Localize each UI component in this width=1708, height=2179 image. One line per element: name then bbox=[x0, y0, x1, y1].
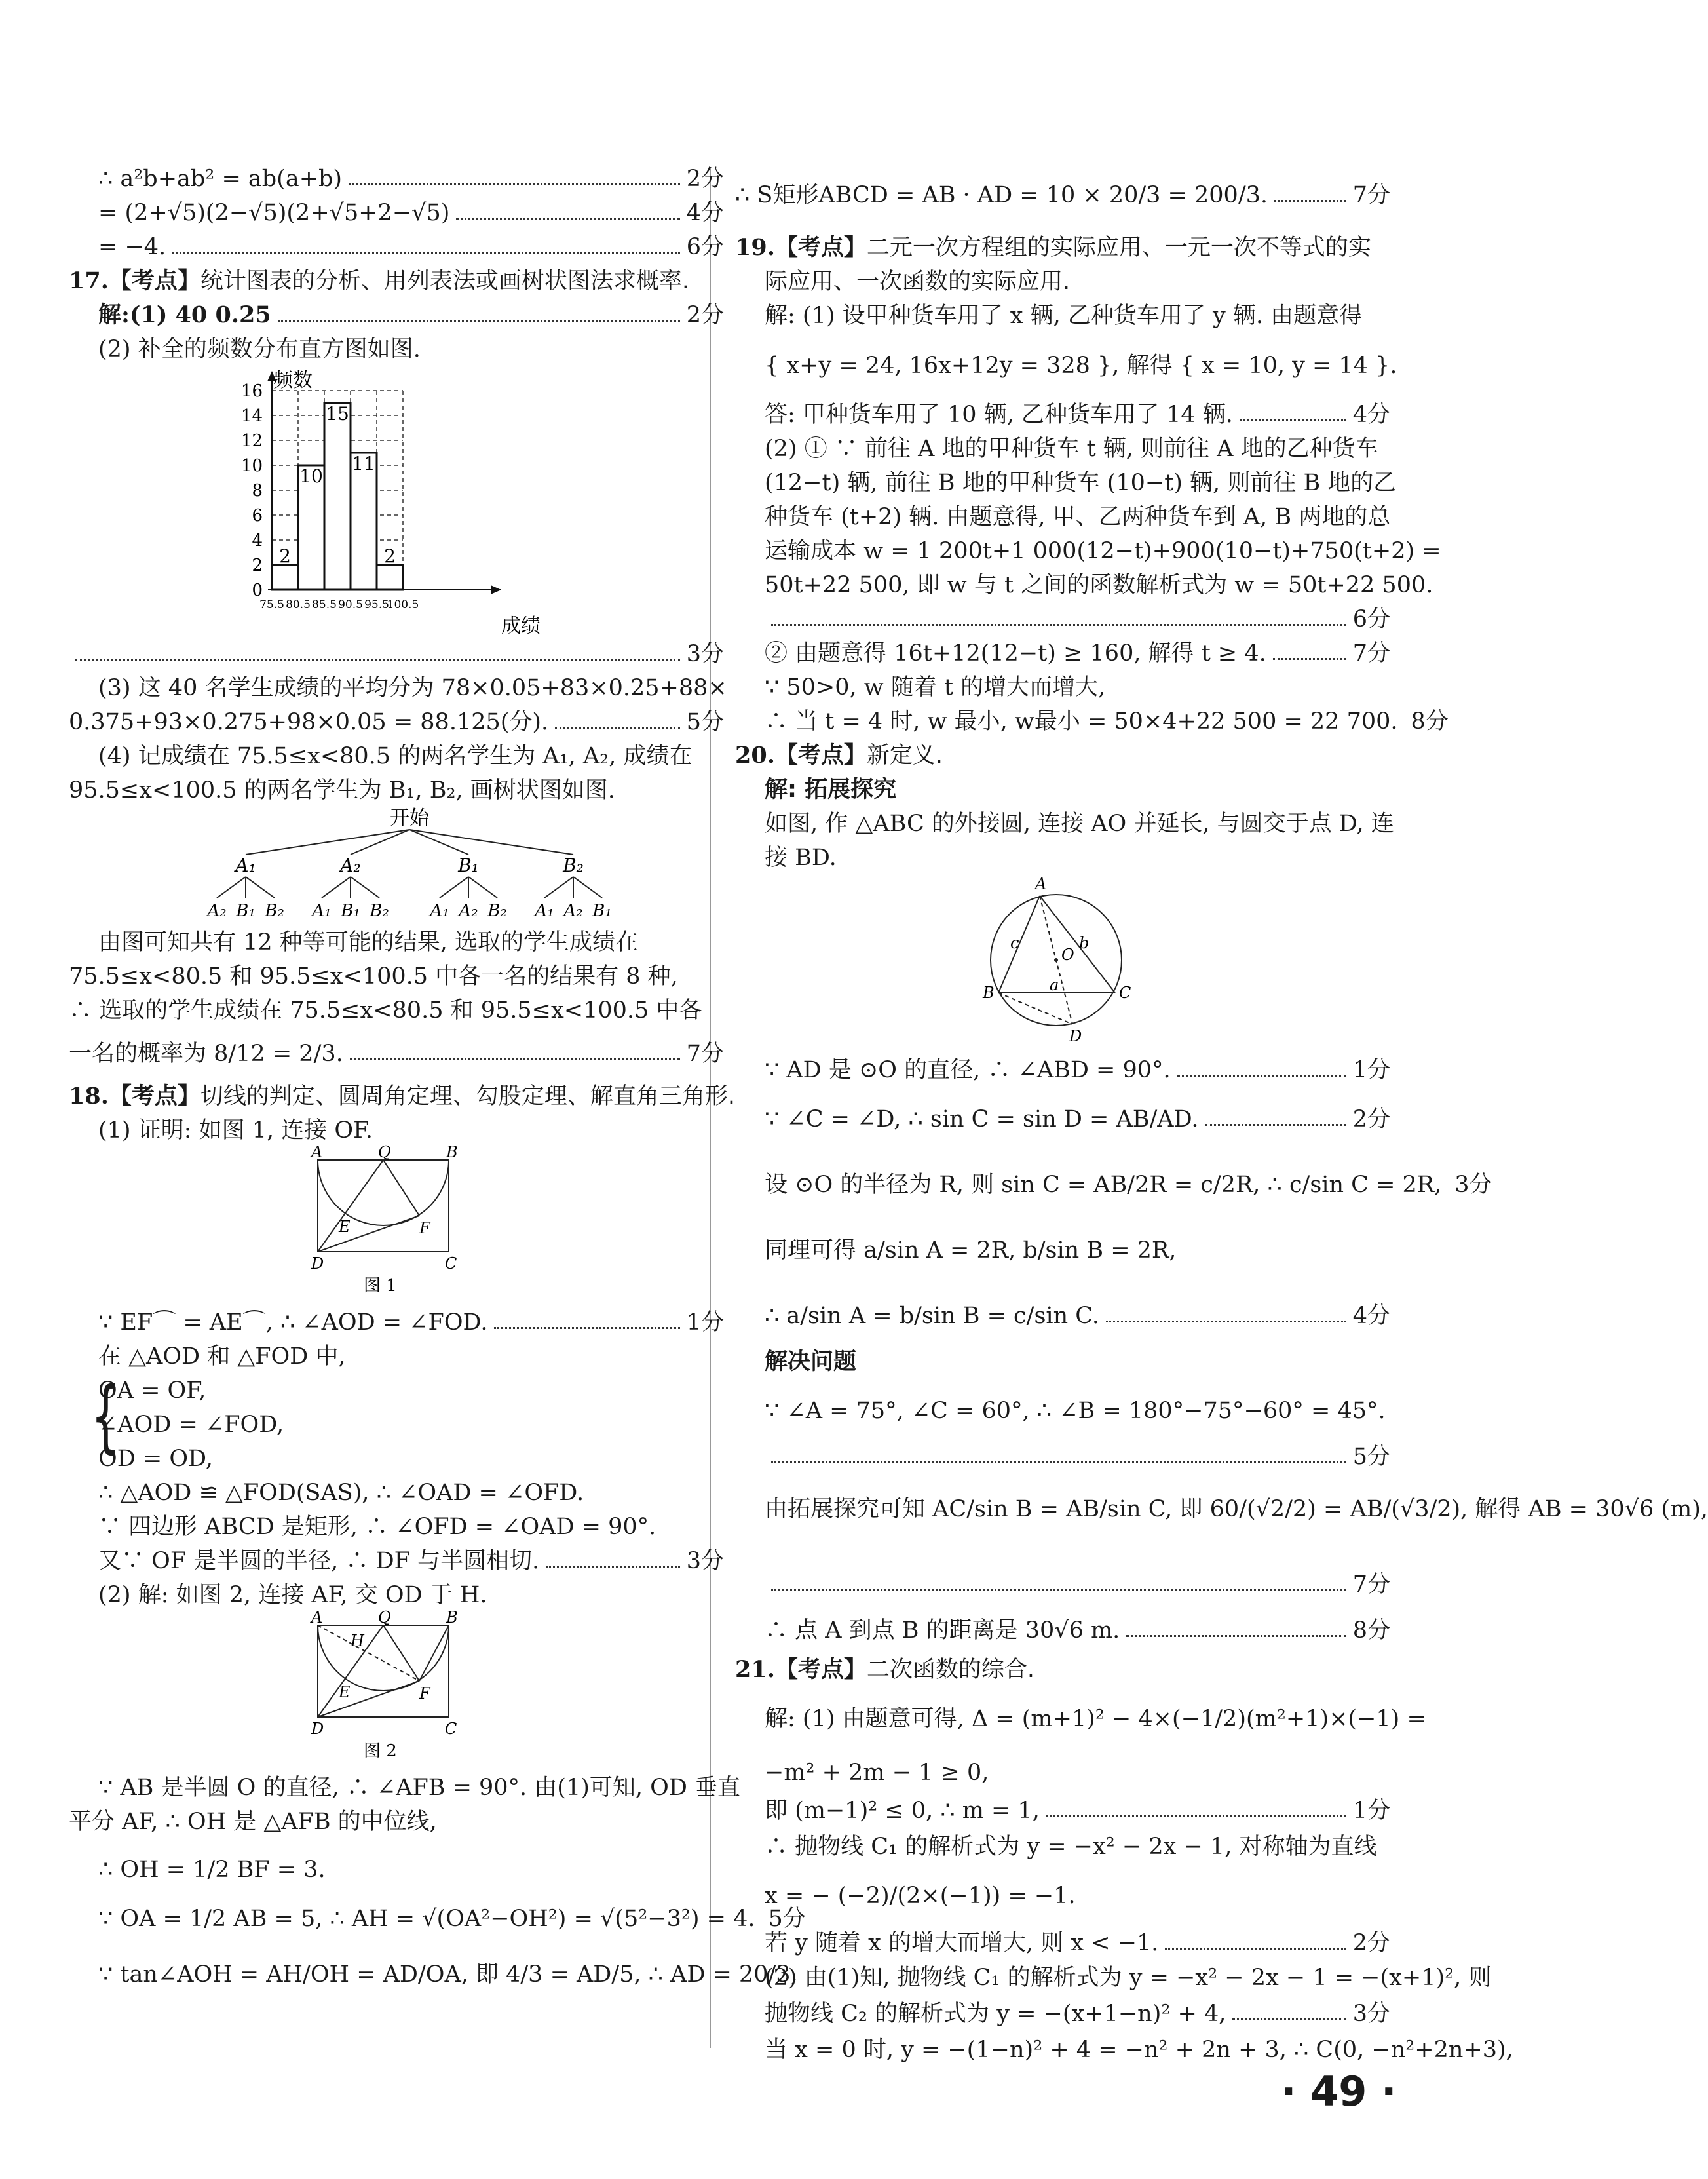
line: ∴ 当 t = 4 时, w 最小, w最小 = 50×4+22 500 = 22 700. 8分 bbox=[735, 706, 1390, 737]
tree-branch bbox=[468, 877, 497, 898]
line: { x+y = 24, 16x+12y = 328 }, 解得 { x = 10, y = 14 }. bbox=[765, 353, 1397, 379]
line: 0.375+93×0.275+98×0.05 = 88.125(分). 5分 bbox=[69, 707, 724, 737]
line: 75.5≤x<80.5 和 95.5≤x<100.5 中各一名的结果有 8 种, bbox=[69, 963, 678, 990]
geometry-figure-2 bbox=[311, 1608, 468, 1769]
line: 解:(1) 40 0.25 2分 bbox=[69, 300, 724, 330]
bar-value-label: 2 bbox=[279, 545, 291, 567]
line: 由图可知共有 12 种等可能的结果, 选取的学生成绩在 bbox=[98, 929, 639, 955]
svg-text:F: F bbox=[419, 1684, 430, 1703]
line: (2) ① ∵ 前往 A 地的甲种货车 t 辆, 则前往 A 地的乙种货车 bbox=[765, 436, 1378, 462]
line: ∴ a/sin A = b/sin B = c/sin C. 4分 bbox=[735, 1301, 1390, 1331]
line: (2) 解: 如图 2, 连接 AF, 交 OD 于 H. bbox=[98, 1582, 487, 1608]
line: 解: (1) 由题意可得, Δ = (m+1)² − 4×(−1/2)(m²+1)×(−1) = bbox=[765, 1706, 1426, 1732]
circumcircle-figure bbox=[977, 875, 1141, 1045]
score: 1分 bbox=[1352, 1798, 1390, 1824]
line: ∴ OH = 1/2 BF = 3. bbox=[98, 1857, 326, 1883]
score: 5分 bbox=[686, 709, 724, 735]
y-tick-label: 4 bbox=[252, 531, 263, 550]
svg-text:c: c bbox=[1010, 934, 1019, 952]
tree-branch bbox=[217, 877, 246, 898]
line: ∵ OA = 1/2 AB = 5, ∴ AH = √(OA²−OH²) = √(5²−3²) = 4. 5分 bbox=[69, 1904, 724, 1934]
line: (4) 记成绩在 75.5≤x<80.5 的两名学生为 A₁, A₂, 成绩在 bbox=[98, 743, 693, 769]
line: ∵ AD 是 ⊙O 的直径, ∴ ∠ABD = 90°. 1分 bbox=[735, 1055, 1390, 1085]
y-tick-label: 6 bbox=[252, 506, 263, 526]
line: 运输成本 w = 1 200t+1 000(12−t)+900(10−t)+750(t+2) = bbox=[765, 538, 1441, 564]
tree-node-level2: B₂ bbox=[487, 901, 507, 921]
y-tick-label: 12 bbox=[240, 431, 263, 451]
tree-labels bbox=[206, 807, 611, 921]
score: 7分 bbox=[1352, 1572, 1390, 1598]
tree-node-level2: B₂ bbox=[265, 901, 284, 921]
score: 2分 bbox=[1352, 1930, 1390, 1956]
tree-node-level1: B₁ bbox=[458, 855, 479, 876]
svg-text:C: C bbox=[445, 1254, 457, 1273]
line: 95.5≤x<100.5 的两名学生为 B₁, B₂, 画树状图如图. bbox=[69, 777, 615, 803]
y-tick-label: 16 bbox=[240, 381, 263, 401]
score: 1分 bbox=[1352, 1057, 1390, 1083]
line: 种货车 (t+2) 辆. 由题意得, 甲、乙两种货车到 A, B 两地的总 bbox=[765, 504, 1391, 530]
svg-text:A: A bbox=[311, 1608, 323, 1627]
score: 5分 bbox=[768, 1906, 806, 1932]
score: 3分 bbox=[686, 1548, 724, 1574]
svg-text:C: C bbox=[445, 1720, 457, 1738]
line: 抛物线 C₂ 的解析式为 y = −(x+1−n)² + 4, 3分 bbox=[735, 1999, 1390, 2029]
line: (2) 由(1)知, 抛物线 C₁ 的解析式为 y = −x² − 2x − 1 = −(x+1)², 则 bbox=[765, 1965, 1492, 1991]
line: ∵ ∠C = ∠D, ∴ sin C = sin D = AB/AD. 2分 bbox=[735, 1104, 1390, 1134]
question-19-header: 19.【考点】二元一次方程组的实际应用、一元一次不等式的实 bbox=[735, 234, 1371, 261]
svg-text:B: B bbox=[446, 1608, 458, 1627]
score: 3分 bbox=[1352, 2001, 1390, 2027]
score: 6分 bbox=[1352, 606, 1390, 632]
line: 一名的概率为 8/12 = 2/3. 7分 bbox=[69, 1039, 724, 1069]
line: 际应用、一次函数的实际应用. bbox=[765, 269, 1071, 295]
score: 5分 bbox=[1352, 1444, 1390, 1470]
histogram-bar bbox=[377, 565, 403, 590]
svg-text:B: B bbox=[446, 1143, 458, 1161]
svg-text:Q: Q bbox=[378, 1143, 391, 1161]
x-tick-label: 95.5 bbox=[364, 598, 389, 611]
tree-branch bbox=[409, 830, 573, 855]
score: 1分 bbox=[686, 1309, 724, 1336]
svg-text:A: A bbox=[1035, 875, 1047, 893]
tree-node-level2: A₁ bbox=[312, 901, 332, 921]
tree-branch bbox=[440, 877, 468, 898]
score: 2分 bbox=[686, 302, 724, 328]
line: 如图, 作 △ABC 的外接圆, 连接 AO 并延长, 与圆交于点 D, 连 bbox=[765, 811, 1394, 837]
score: 2分 bbox=[1352, 1106, 1390, 1132]
x-tick-label: 85.5 bbox=[312, 598, 337, 611]
line: 即 (m−1)² ≤ 0, ∴ m = 1, 1分 bbox=[735, 1796, 1390, 1826]
line: (1) 证明: 如图 1, 连接 OF. bbox=[98, 1117, 373, 1144]
system-brace: { bbox=[90, 1371, 121, 1462]
frequency-histogram bbox=[200, 367, 593, 636]
line: = (2+√5)(2−√5)(2+√5+2−√5) 4分 bbox=[69, 198, 724, 228]
tree-node-level1: A₁ bbox=[235, 855, 256, 876]
score: 3分 bbox=[1454, 1172, 1492, 1198]
line: ∵ 50>0, w 随着 t 的增大而增大, bbox=[765, 674, 1106, 701]
line: x = − (−2)/(2×(−1)) = −1. bbox=[765, 1883, 1076, 1909]
bar-value-label: 15 bbox=[326, 403, 349, 425]
line: 当 x = 0 时, y = −(1−n)² + 4 = −n² + 2n + 3, ∴ C(0, −n²+2n+3), bbox=[765, 2037, 1513, 2063]
svg-text:E: E bbox=[339, 1683, 351, 1701]
bar-value-label: 10 bbox=[299, 465, 323, 487]
svg-text:D: D bbox=[1069, 1027, 1082, 1045]
tree-branch bbox=[573, 877, 602, 898]
line bbox=[69, 639, 724, 669]
svg-text:a: a bbox=[1050, 976, 1059, 994]
svg-text:C: C bbox=[1119, 984, 1131, 1002]
tree-lines bbox=[217, 830, 602, 898]
x-axis-arrow bbox=[491, 585, 501, 594]
tree-branch bbox=[351, 830, 409, 855]
line: ∵ tan∠AOH = AH/OH = AD/OA, 即 4/3 = AD/5, ∴ AD = 20/3, bbox=[98, 1961, 798, 1988]
line bbox=[735, 604, 1390, 634]
line: 又∵ OF 是半圆的半径, ∴ DF 与半圆相切. 3分 bbox=[69, 1546, 724, 1576]
bar-value-label: 2 bbox=[384, 545, 396, 567]
line: ∴ 选取的学生成绩在 75.5≤x<80.5 和 95.5≤x<100.5 中各 bbox=[69, 997, 702, 1024]
x-tick-label: 100.5 bbox=[387, 598, 419, 611]
score: 7分 bbox=[1352, 640, 1390, 666]
score: 2分 bbox=[686, 166, 724, 192]
y-axis-label: 频数 bbox=[273, 369, 313, 392]
line: ∴ 抛物线 C₁ 的解析式为 y = −x² − 2x − 1, 对称轴为直线 bbox=[765, 1834, 1377, 1860]
tree-branch bbox=[351, 877, 379, 898]
svg-text:D: D bbox=[311, 1254, 324, 1273]
tree-node-level2: B₂ bbox=[370, 901, 389, 921]
svg-text:F: F bbox=[419, 1219, 430, 1237]
svg-text:O: O bbox=[1061, 946, 1074, 964]
line: ∵ ∠A = 75°, ∠C = 60°, ∴ ∠B = 180°−75°−60° = 45°. bbox=[765, 1398, 1386, 1424]
score: 6分 bbox=[686, 234, 724, 260]
line: ∠AOD = ∠FOD, bbox=[98, 1412, 284, 1438]
question-18-header: 18.【考点】切线的判定、圆周角定理、勾股定理、解直角三角形. bbox=[69, 1083, 736, 1109]
score: 7分 bbox=[686, 1041, 724, 1067]
line: ∴ △AOD ≌ △FOD(SAS), ∴ ∠OAD = ∠OFD. bbox=[98, 1480, 584, 1506]
question-17-header: 17.【考点】统计图表的分析、用列表法或画树状图法求概率. bbox=[69, 267, 690, 294]
bar-value-label: 11 bbox=[352, 453, 375, 474]
tree-root: 开始 bbox=[390, 807, 429, 830]
line: 答: 甲种货车用了 10 辆, 乙种货车用了 14 辆. 4分 bbox=[735, 400, 1390, 430]
svg-text:A: A bbox=[311, 1143, 323, 1161]
line: (12−t) 辆, 前往 B 地的甲种货车 (10−t) 辆, 则前往 B 地的乙 bbox=[765, 470, 1397, 496]
histogram-bars bbox=[272, 403, 403, 590]
line: (3) 这 40 名学生成绩的平均分为 78×0.05+83×0.25+88× bbox=[98, 675, 727, 701]
svg-text:D: D bbox=[311, 1720, 324, 1738]
svg-text:E: E bbox=[339, 1218, 351, 1236]
y-tick-label: 0 bbox=[252, 581, 263, 600]
y-tick-label: 14 bbox=[240, 406, 263, 426]
figure-2-caption: 图 2 bbox=[364, 1741, 397, 1761]
score: 8分 bbox=[1352, 1617, 1390, 1644]
question-21-header: 21.【考点】二次函数的综合. bbox=[735, 1656, 1035, 1683]
page-number: · 49 · bbox=[1281, 2068, 1397, 2115]
tree-branch bbox=[409, 830, 468, 855]
line: 50t+22 500, 即 w 与 t 之间的函数解析式为 w = 50t+22 500. bbox=[765, 572, 1433, 598]
line: 若 y 随着 x 的增大而增大, 则 x < −1. 2分 bbox=[735, 1928, 1390, 1958]
svg-text:B: B bbox=[983, 984, 995, 1002]
histogram-bar bbox=[272, 565, 298, 590]
histogram-bar bbox=[324, 403, 351, 590]
x-tick-label: 80.5 bbox=[286, 598, 311, 611]
score: 4分 bbox=[686, 200, 724, 226]
line: ∵ AB 是半圆 O 的直径, ∴ ∠AFB = 90°. 由(1)可知, OD 垂直 bbox=[98, 1775, 741, 1801]
line: 同理可得 a/sin A = 2R, b/sin B = 2R, bbox=[765, 1237, 1177, 1263]
tree-node-level1: A₂ bbox=[340, 855, 361, 876]
y-tick-label: 8 bbox=[252, 481, 263, 501]
line: ∵ EF⌒ = AE⌒, ∴ ∠AOD = ∠FOD. 1分 bbox=[69, 1307, 724, 1338]
tree-diagram bbox=[174, 806, 645, 924]
tree-branch bbox=[544, 877, 573, 898]
tree-node-level2: A₁ bbox=[535, 901, 554, 921]
line: 设 ⊙O 的半径为 R, 则 sin C = AB/2R = c/2R, ∴ c/sin C = 2R, 3分 bbox=[735, 1170, 1390, 1200]
line: ∴ S矩形ABCD = AB · AD = 10 × 20/3 = 200/3. 7分 bbox=[735, 180, 1390, 210]
line: ∵ 四边形 ABCD 是矩形, ∴ ∠OFD = ∠OAD = 90°. bbox=[98, 1514, 656, 1540]
y-tick-label: 2 bbox=[252, 556, 263, 575]
line: 由拓展探究可知 AC/sin B = AB/sin C, 即 60/(√2/2) = AB/(√3/2), 解得 AB = 30√6 (m), bbox=[765, 1496, 1708, 1522]
tree-node-level2: B₁ bbox=[592, 901, 612, 921]
line: OA = OF, bbox=[98, 1378, 206, 1404]
line: 平分 AF, ∴ OH 是 △AFB 的中位线, bbox=[69, 1809, 437, 1835]
score: 8分 bbox=[1411, 708, 1449, 735]
score: 4分 bbox=[1352, 1303, 1390, 1329]
tree-node-level2: A₂ bbox=[207, 901, 227, 921]
line: OD = OD, bbox=[98, 1446, 213, 1472]
line bbox=[735, 1570, 1390, 1600]
line: 解: (1) 设甲种货车用了 x 辆, 乙种货车用了 y 辆. 由题意得 bbox=[765, 303, 1363, 329]
svg-text:Q: Q bbox=[378, 1608, 391, 1627]
tree-node-level2: A₂ bbox=[459, 901, 478, 921]
question-20-header: 20.【考点】新定义. bbox=[735, 742, 943, 769]
x-tick-label: 75.5 bbox=[259, 598, 284, 611]
line: 接 BD. bbox=[765, 845, 837, 871]
line: = −4. 6分 bbox=[69, 232, 724, 262]
figure-1-caption: 图 1 bbox=[364, 1276, 397, 1296]
x-tick-label: 90.5 bbox=[338, 598, 363, 611]
geometry-figure-1 bbox=[311, 1143, 468, 1304]
line bbox=[735, 1442, 1390, 1472]
line: ∴ 点 A 到点 B 的距离是 30√6 m. 8分 bbox=[735, 1615, 1390, 1646]
svg-text:H: H bbox=[351, 1632, 364, 1650]
tree-node-level2: A₁ bbox=[430, 901, 449, 921]
line: ② 由题意得 16t+12(12−t) ≥ 160, 解得 t ≥ 4. 7分 bbox=[735, 638, 1390, 668]
score: 4分 bbox=[1352, 402, 1390, 428]
tree-node-level2: B₁ bbox=[236, 901, 256, 921]
line: ∴ a²b+ab² = ab(a+b) 2分 bbox=[69, 164, 724, 194]
line: 在 △AOD 和 △FOD 中, bbox=[98, 1343, 346, 1370]
line: −m² + 2m − 1 ≥ 0, bbox=[765, 1760, 989, 1786]
line: 解决问题 bbox=[765, 1349, 857, 1375]
tree-node-level1: B₂ bbox=[563, 855, 584, 876]
y-tick-label: 10 bbox=[240, 456, 263, 476]
line: 解: 拓展探究 bbox=[765, 777, 897, 803]
tree-branch bbox=[246, 877, 275, 898]
line: (2) 补全的频数分布直方图如图. bbox=[98, 336, 421, 362]
score: 3分 bbox=[686, 641, 724, 667]
tree-node-level2: A₂ bbox=[563, 901, 583, 921]
tree-branch bbox=[246, 830, 409, 855]
score: 7分 bbox=[1352, 182, 1390, 208]
tree-branch bbox=[322, 877, 351, 898]
tree-node-level2: B₁ bbox=[341, 901, 360, 921]
x-axis-label: 成绩 bbox=[501, 615, 541, 638]
svg-text:b: b bbox=[1079, 934, 1090, 952]
